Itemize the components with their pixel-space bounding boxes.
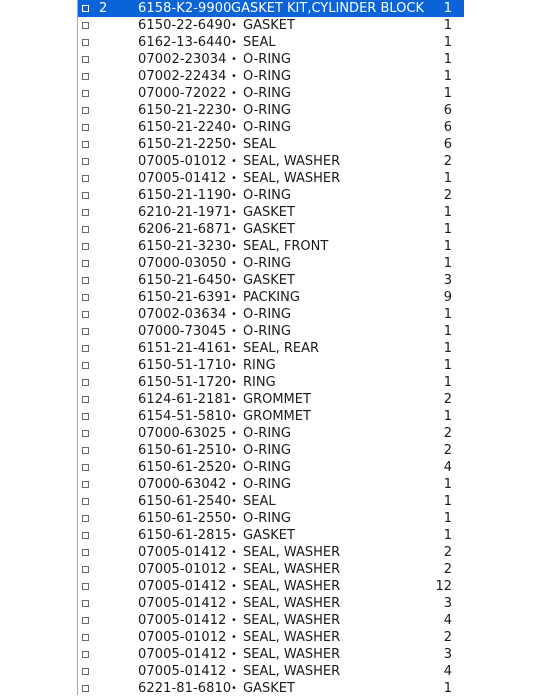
parts-row[interactable] [78, 34, 464, 51]
bullet-icon: • [231, 598, 237, 609]
bullet-icon: • [231, 445, 237, 456]
part-description: SEAL, WASHER [243, 613, 341, 628]
part-number: 6221-81-6810 [138, 681, 232, 696]
part-number: 07005-01012 [138, 562, 227, 577]
part-description: O-RING [243, 188, 291, 203]
row-checkbox[interactable] [82, 617, 89, 624]
part-description: O-RING [243, 443, 291, 458]
bullet-icon: • [231, 37, 237, 48]
part-description: GASKET [243, 528, 295, 543]
parts-row[interactable] [78, 391, 464, 408]
bullet-icon: • [231, 292, 237, 303]
part-description: SEAL, WASHER [243, 154, 341, 169]
part-quantity: 1 [443, 86, 452, 101]
part-number: 6150-21-2240 [138, 120, 232, 135]
part-quantity: 1 [443, 341, 452, 356]
part-quantity: 1 [443, 52, 452, 67]
row-checkbox[interactable] [82, 549, 89, 556]
part-description: GASKET [243, 273, 295, 288]
parts-row[interactable] [78, 255, 464, 272]
parts-row[interactable] [78, 629, 464, 646]
part-number: 07005-01012 [138, 630, 227, 645]
part-quantity: 6 [443, 137, 452, 152]
parts-row[interactable] [78, 442, 464, 459]
parts-row[interactable] [78, 136, 464, 153]
row-checkbox[interactable] [82, 345, 89, 352]
parts-row[interactable] [78, 493, 464, 510]
part-description: SEAL, WASHER [243, 545, 341, 560]
parts-row[interactable] [78, 272, 464, 289]
bullet-icon: • [231, 394, 237, 405]
row-checkbox[interactable] [82, 209, 89, 216]
row-checkbox[interactable] [82, 39, 89, 46]
part-description: GASKET [243, 205, 295, 220]
part-number: 07000-73045 [138, 324, 227, 339]
row-checkbox[interactable] [82, 430, 89, 437]
bullet-icon: • [231, 275, 237, 286]
part-number: 6162-13-6440 [138, 35, 232, 50]
row-checkbox[interactable] [82, 379, 89, 386]
row-checkbox[interactable] [82, 56, 89, 63]
bullet-icon: • [231, 190, 237, 201]
bullet-icon: • [231, 530, 237, 541]
parts-row[interactable] [78, 17, 464, 34]
part-number: 07005-01012 [138, 154, 227, 169]
row-checkbox[interactable] [82, 532, 89, 539]
part-quantity: 1 [443, 239, 452, 254]
part-quantity: 2 [443, 426, 452, 441]
part-number: 07005-01412 [138, 664, 227, 679]
bullet-icon: • [231, 139, 237, 150]
part-quantity: 2 [443, 154, 452, 169]
part-number: 6124-61-2181 [138, 392, 232, 407]
parts-row[interactable] [78, 340, 464, 357]
parts-row[interactable] [78, 102, 464, 119]
bullet-icon: • [231, 649, 237, 660]
part-quantity: 1 [443, 528, 452, 543]
parts-row[interactable] [78, 85, 464, 102]
row-checkbox[interactable] [82, 294, 89, 301]
bullet-icon: • [231, 224, 237, 235]
part-description: O-RING [243, 477, 291, 492]
bullet-icon: • [231, 343, 237, 354]
part-description: SEAL, WASHER [243, 562, 341, 577]
part-description: SEAL, WASHER [243, 579, 341, 594]
part-description: PACKING [243, 290, 300, 305]
part-description: SEAL, WASHER [243, 630, 341, 645]
part-description: SEAL [243, 494, 276, 509]
part-quantity: 4 [443, 613, 452, 628]
parts-row[interactable] [78, 425, 464, 442]
part-quantity: 2 [443, 443, 452, 458]
part-number: 6150-61-2550 [138, 511, 232, 526]
part-number: 07005-01412 [138, 647, 227, 662]
part-number: 6210-21-1971 [138, 205, 232, 220]
row-checkbox[interactable] [82, 464, 89, 471]
row-checkbox[interactable] [82, 583, 89, 590]
part-number: 6154-51-5810 [138, 409, 232, 424]
part-number: 6151-21-4161 [138, 341, 232, 356]
bullet-icon: • [231, 105, 237, 116]
part-description: O-RING [243, 120, 291, 135]
part-number: 6158-K2-9900 [138, 1, 232, 16]
row-checkbox[interactable] [82, 5, 89, 12]
part-number: 07000-63025 [138, 426, 227, 441]
part-quantity: 12 [435, 579, 452, 594]
row-checkbox[interactable] [82, 243, 89, 250]
row-checkbox[interactable] [82, 107, 89, 114]
part-quantity: 1 [443, 171, 452, 186]
parts-row[interactable] [78, 238, 464, 255]
part-number: 07000-03050 [138, 256, 227, 271]
part-quantity: 1 [443, 324, 452, 339]
part-description: SEAL [243, 35, 276, 50]
part-quantity: 9 [443, 290, 452, 305]
part-description: SEAL, FRONT [243, 239, 329, 254]
bullet-icon: • [231, 173, 237, 184]
parts-row[interactable] [78, 544, 464, 561]
part-number: 07005-01412 [138, 579, 227, 594]
row-checkbox[interactable] [82, 260, 89, 267]
part-number: 6150-21-2250 [138, 137, 232, 152]
parts-row[interactable] [78, 153, 464, 170]
row-checkbox[interactable] [82, 600, 89, 607]
part-quantity: 1 [443, 409, 452, 424]
parts-row[interactable] [78, 204, 464, 221]
row-checkbox[interactable] [82, 73, 89, 80]
part-quantity: 1 [443, 18, 452, 33]
part-number: 6150-21-2230 [138, 103, 232, 118]
row-checkbox[interactable] [82, 668, 89, 675]
part-number: 6150-21-6391 [138, 290, 232, 305]
part-number: 6150-21-6450 [138, 273, 232, 288]
bullet-icon: • [231, 122, 237, 133]
parts-row[interactable] [78, 408, 464, 425]
row-checkbox[interactable] [82, 192, 89, 199]
part-quantity: 1 [443, 681, 452, 696]
row-checkbox[interactable] [82, 651, 89, 658]
part-description: SEAL [243, 137, 276, 152]
parts-row[interactable] [78, 323, 464, 340]
part-number: 6150-51-1720 [138, 375, 232, 390]
row-checkbox[interactable] [82, 141, 89, 148]
bullet-icon: • [231, 462, 237, 473]
part-description: O-RING [243, 426, 291, 441]
part-description: SEAL, WASHER [243, 647, 341, 662]
part-quantity: 1 [443, 222, 452, 237]
parts-row[interactable] [78, 680, 464, 697]
bullet-icon: • [231, 88, 237, 99]
bullet-icon: • [231, 547, 237, 558]
part-number: 6150-21-1190 [138, 188, 232, 203]
parts-row[interactable] [78, 187, 464, 204]
part-number: 07000-63042 [138, 477, 227, 492]
bullet-icon: • [231, 683, 237, 694]
parts-row[interactable] [78, 221, 464, 238]
row-checkbox[interactable] [82, 90, 89, 97]
bullet-icon: • [231, 258, 237, 269]
bullet-icon: • [231, 411, 237, 422]
part-number: 07005-01412 [138, 171, 227, 186]
part-quantity: 4 [443, 460, 452, 475]
bullet-icon: • [231, 564, 237, 575]
bullet-icon: • [231, 207, 237, 218]
part-quantity: 1 [443, 205, 452, 220]
row-checkbox[interactable] [82, 396, 89, 403]
row-checkbox[interactable] [82, 277, 89, 284]
row-checkbox[interactable] [82, 515, 89, 522]
part-number: 6150-61-2540 [138, 494, 232, 509]
parts-row[interactable] [78, 374, 464, 391]
part-number: 6150-51-1710 [138, 358, 232, 373]
part-quantity: 2 [443, 392, 452, 407]
part-quantity: 1 [443, 477, 452, 492]
part-number: 6206-21-6871 [138, 222, 232, 237]
part-description: O-RING [243, 511, 291, 526]
part-description: O-RING [243, 460, 291, 475]
part-number: 07005-01412 [138, 613, 227, 628]
part-description: O-RING [243, 256, 291, 271]
part-description: RING [243, 358, 276, 373]
part-quantity: 1 [443, 358, 452, 373]
item-number: 2 [99, 1, 108, 16]
parts-row[interactable] [78, 527, 464, 544]
parts-row[interactable] [78, 510, 464, 527]
part-description: GROMMET [243, 392, 311, 407]
parts-row[interactable] [78, 595, 464, 612]
row-checkbox[interactable] [82, 413, 89, 420]
parts-row[interactable] [78, 663, 464, 680]
part-quantity: 1 [443, 256, 452, 271]
row-checkbox[interactable] [82, 311, 89, 318]
parts-row[interactable] [78, 51, 464, 68]
row-checkbox[interactable] [82, 328, 89, 335]
row-checkbox[interactable] [82, 158, 89, 165]
parts-row[interactable] [78, 289, 464, 306]
row-checkbox[interactable] [82, 566, 89, 573]
part-description: GROMMET [243, 409, 311, 424]
bullet-icon: • [231, 428, 237, 439]
part-description: O-RING [243, 307, 291, 322]
parts-row[interactable] [78, 306, 464, 323]
row-checkbox[interactable] [82, 175, 89, 182]
bullet-icon: • [231, 54, 237, 65]
part-number: 07005-01412 [138, 545, 227, 560]
parts-row[interactable] [78, 578, 464, 595]
bullet-icon: • [231, 20, 237, 31]
part-description: O-RING [243, 52, 291, 67]
part-description: SEAL, WASHER [243, 596, 341, 611]
row-checkbox[interactable] [82, 362, 89, 369]
parts-row[interactable] [78, 561, 464, 578]
bullet-icon: • [231, 156, 237, 167]
bullet-icon: • [231, 377, 237, 388]
parts-row[interactable] [78, 357, 464, 374]
part-quantity: 2 [443, 188, 452, 203]
part-description: GASKET [243, 681, 295, 696]
bullet-icon: • [231, 581, 237, 592]
part-quantity: 1 [443, 35, 452, 50]
part-quantity: 1 [443, 307, 452, 322]
row-checkbox[interactable] [82, 124, 89, 131]
part-description: GASKET [243, 222, 295, 237]
part-number: 6150-22-6490 [138, 18, 232, 33]
row-checkbox[interactable] [82, 498, 89, 505]
part-quantity: 3 [443, 273, 452, 288]
parts-row[interactable] [78, 119, 464, 136]
row-checkbox[interactable] [82, 447, 89, 454]
parts-row-selected[interactable] [78, 0, 464, 17]
part-description: O-RING [243, 86, 291, 101]
part-quantity: 2 [443, 562, 452, 577]
row-checkbox[interactable] [82, 22, 89, 29]
parts-row[interactable] [78, 170, 464, 187]
row-checkbox[interactable] [82, 481, 89, 488]
row-checkbox[interactable] [82, 634, 89, 641]
part-quantity: 6 [443, 103, 452, 118]
parts-row[interactable] [78, 646, 464, 663]
row-checkbox[interactable] [82, 226, 89, 233]
part-quantity: 1 [443, 494, 452, 509]
part-quantity: 3 [443, 647, 452, 662]
part-number: 6150-61-2815 [138, 528, 232, 543]
part-description: RING [243, 375, 276, 390]
part-quantity: 1 [443, 375, 452, 390]
row-checkbox[interactable] [82, 685, 89, 692]
bullet-icon: • [231, 513, 237, 524]
part-quantity: 1 [443, 69, 452, 84]
bullet-icon: • [231, 360, 237, 371]
part-number: 07005-01412 [138, 596, 227, 611]
part-description: GASKET [243, 18, 295, 33]
bullet-icon: • [231, 615, 237, 626]
part-number: 6150-61-2520 [138, 460, 232, 475]
bullet-icon: • [231, 479, 237, 490]
part-number: 6150-21-3230 [138, 239, 232, 254]
part-quantity: 2 [443, 545, 452, 560]
part-description: GASKET KIT,CYLINDER BLOCK [231, 1, 424, 16]
part-description: O-RING [243, 324, 291, 339]
part-number: 07000-72022 [138, 86, 227, 101]
part-description: SEAL, REAR [243, 341, 320, 356]
bullet-icon: • [231, 666, 237, 677]
bullet-icon: • [231, 632, 237, 643]
parts-row[interactable] [78, 476, 464, 493]
bullet-icon: • [231, 71, 237, 82]
part-quantity: 1 [443, 1, 452, 16]
part-description: O-RING [243, 69, 291, 84]
part-quantity: 6 [443, 120, 452, 135]
parts-row[interactable] [78, 459, 464, 476]
part-number: 07002-23034 [138, 52, 227, 67]
bullet-icon: • [231, 241, 237, 252]
part-quantity: 1 [443, 511, 452, 526]
part-description: SEAL, WASHER [243, 171, 341, 186]
part-quantity: 3 [443, 596, 452, 611]
part-quantity: 4 [443, 664, 452, 679]
part-description: O-RING [243, 103, 291, 118]
part-number: 6150-61-2510 [138, 443, 232, 458]
part-number: 07002-22434 [138, 69, 227, 84]
parts-row[interactable] [78, 68, 464, 85]
bullet-icon: • [231, 309, 237, 320]
part-quantity: 2 [443, 630, 452, 645]
part-description: SEAL, WASHER [243, 664, 341, 679]
bullet-icon: • [231, 326, 237, 337]
part-number: 07002-03634 [138, 307, 227, 322]
bullet-icon: • [231, 496, 237, 507]
parts-row[interactable] [78, 612, 464, 629]
parts-list [78, 0, 464, 697]
